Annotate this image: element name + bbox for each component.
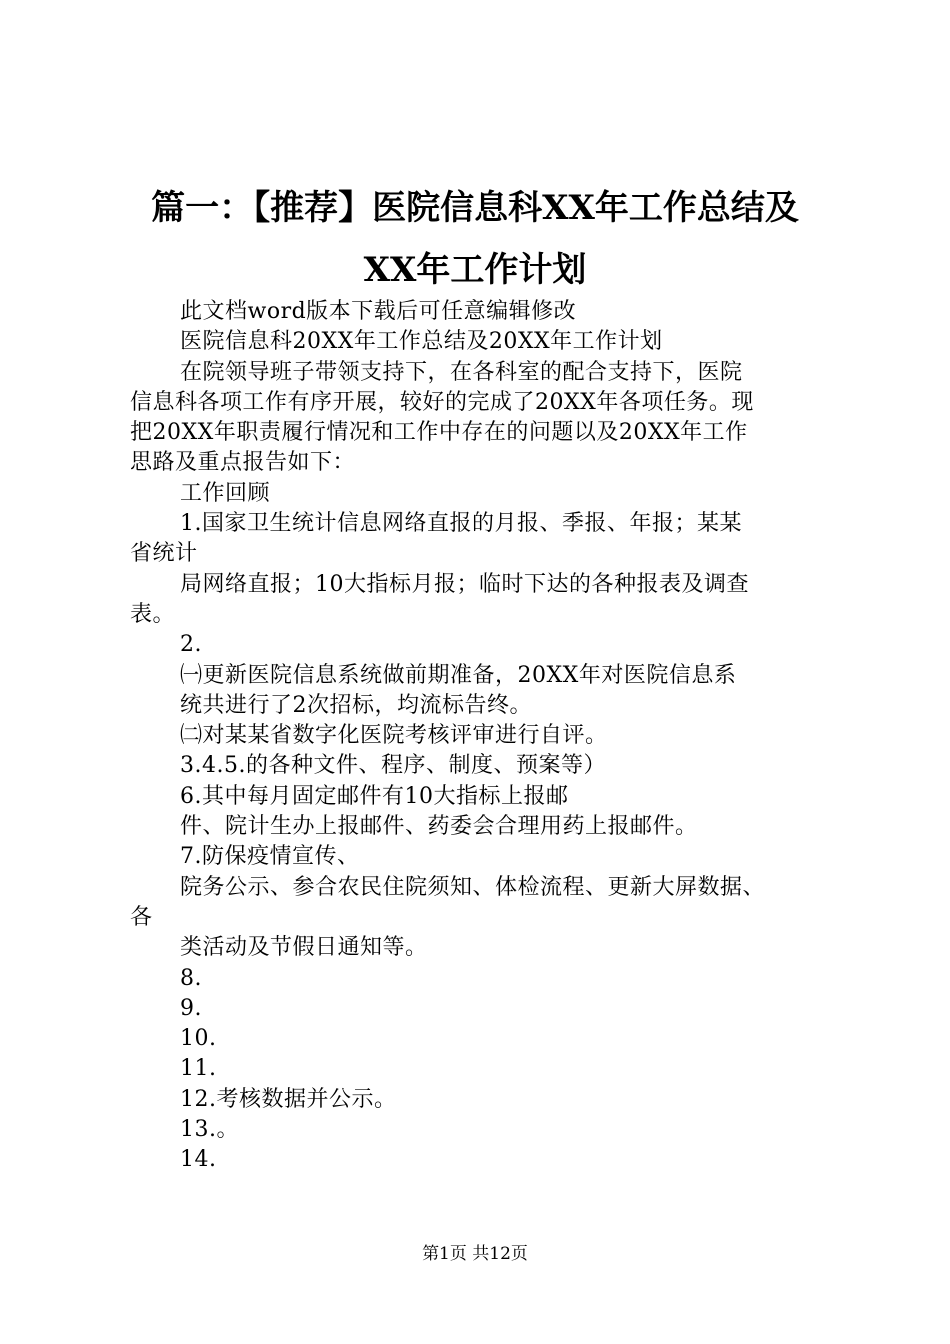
text-line: 6.其中每月固定邮件有10大指标上报邮 (180, 783, 569, 809)
text-line: 9. (180, 995, 202, 1021)
text-line: 1.国家卫生统计信息网络直报的月报、季报、年报；某某 (180, 511, 742, 537)
text-line: 2. (180, 632, 202, 658)
text-line: 医院信息科20XX年工作总结及20XX年工作计划 (180, 329, 663, 355)
document-body (130, 297, 835, 1176)
text-line: ㈡对某某省数字化医院考核评审进行自评。 (180, 723, 608, 749)
text-line: 统共进行了2次招标，均流标告终。 (180, 692, 532, 718)
text-line: 省统计 (130, 541, 198, 567)
text-line: 院务公示、参合农民住院须知、体检流程、更新大屏数据、 (180, 874, 766, 900)
text-line: 工作回顾 (180, 480, 271, 506)
text-line: 在院领导班子带领支持下，在各科室的配合支持下，医院 (180, 359, 743, 385)
text-line: ㈠更新医院信息系统做前期准备，20XX年对医院信息系 (180, 662, 737, 688)
text-line: 13.。 (180, 1117, 239, 1143)
page-footer: 第1页 共12页 (422, 1244, 528, 1264)
text-line: 此文档word版本下载后可任意编辑修改 (180, 299, 577, 324)
text-line: 3.4.5.的各种文件、程序、制度、预案等） (180, 753, 606, 779)
text-line: 各 (130, 904, 153, 930)
text-line: 类活动及节假日通知等。 (180, 935, 428, 961)
text-line: 思路及重点报告如下： (130, 450, 356, 476)
text-line: 11. (180, 1056, 217, 1082)
text-line: 表。 (130, 601, 176, 627)
text-line: 件、院计生办上报邮件、药委会合理用药上报邮件。 (180, 814, 698, 840)
text-line: 12.考核数据并公示。 (180, 1086, 397, 1112)
document-title-line-1: 篇一：【推荐】医院信息科XX年工作总结及 (151, 188, 799, 228)
text-line: 把20XX年职责履行情况和工作中存在的问题以及20XX年工作 (130, 420, 748, 446)
text-line: 10. (180, 1026, 217, 1052)
text-line: 局网络直报；10大指标月报；临时下达的各种报表及调查 (180, 571, 749, 597)
text-line: 14. (180, 1147, 217, 1173)
document-title-line-2: XX年工作计划 (363, 250, 587, 290)
text-line: 信息科各项工作有序开展，较好的完成了20XX年各项任务。现 (130, 389, 754, 415)
text-line: 8. (180, 965, 202, 991)
text-line: 7.防保疫情宣传、 (180, 844, 360, 870)
